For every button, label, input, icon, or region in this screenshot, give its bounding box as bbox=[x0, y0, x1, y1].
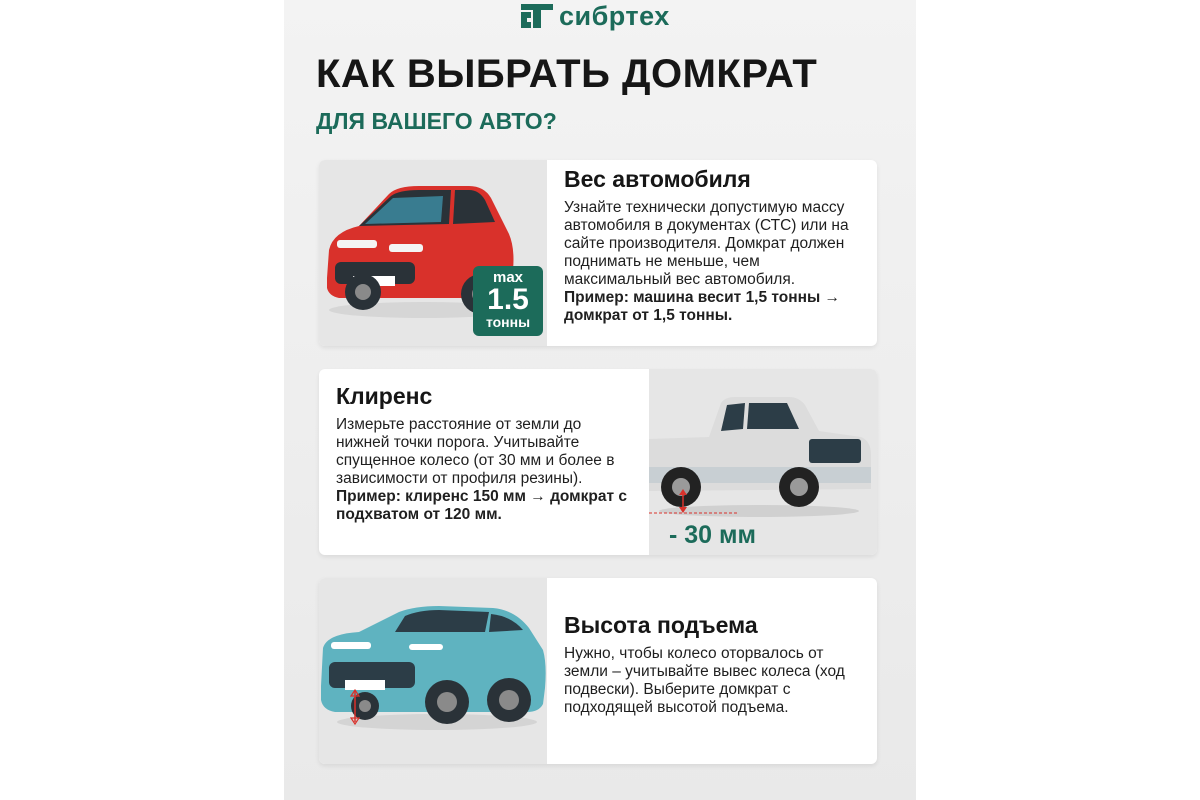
brand-logo bbox=[519, 0, 670, 32]
infographic-poster bbox=[284, 0, 916, 800]
card-image bbox=[649, 369, 877, 555]
card-body: Нужно, чтобы колесо оторвалось от земли – учитывайте вывес колеса (ход подвески). Выберите домкрат с подходящей высотой подъема. bbox=[564, 645, 845, 716]
teal-crossover-car-icon bbox=[319, 578, 547, 764]
clearance-reduction-label: - 30 мм bbox=[669, 521, 757, 549]
card-example: Пример: клиренс 150 мм → домкрат с подхватом от 120 мм. bbox=[336, 488, 628, 523]
card-body: Измерьте расстояние от земли до нижней точки порога. Учитывайте спущенное колесо (от 30 мм и более в зависимости от профиля резины). bbox=[336, 416, 615, 487]
card-heading: Клиренс bbox=[336, 383, 433, 409]
card-text bbox=[564, 612, 869, 717]
brand-name: сибртех bbox=[559, 0, 670, 31]
card-heading: Вес автомобиля bbox=[564, 166, 751, 192]
card-clearance bbox=[319, 369, 877, 555]
card-text bbox=[336, 383, 636, 524]
card-example: Пример: машина весит 1,5 тонны → домкрат от 1,5 тонны. bbox=[564, 289, 841, 324]
card-lift-height bbox=[319, 578, 877, 764]
badge-value: 1.5 bbox=[487, 283, 529, 316]
badge-top: max bbox=[492, 269, 524, 286]
card-image bbox=[319, 578, 547, 764]
card-body: Узнайте технически допустимую массу автомобиля в документах (СТС) или на сайте производителя. Домкрат должен поднимать не меньше, чем максимальный вес автомобиля. bbox=[564, 199, 849, 288]
card-vehicle-weight bbox=[319, 160, 877, 346]
max-weight-badge bbox=[473, 266, 543, 336]
card-image bbox=[319, 160, 547, 346]
card-text bbox=[564, 166, 869, 325]
page-subtitle: ДЛЯ ВАШЕГО АВТО? bbox=[316, 108, 557, 134]
badge-unit: тонны bbox=[485, 314, 531, 330]
brand-logo-icon bbox=[519, 2, 555, 30]
card-heading: Высота подъема bbox=[564, 612, 758, 638]
page-title: КАК ВЫБРАТЬ ДОМКРАТ bbox=[316, 52, 818, 96]
